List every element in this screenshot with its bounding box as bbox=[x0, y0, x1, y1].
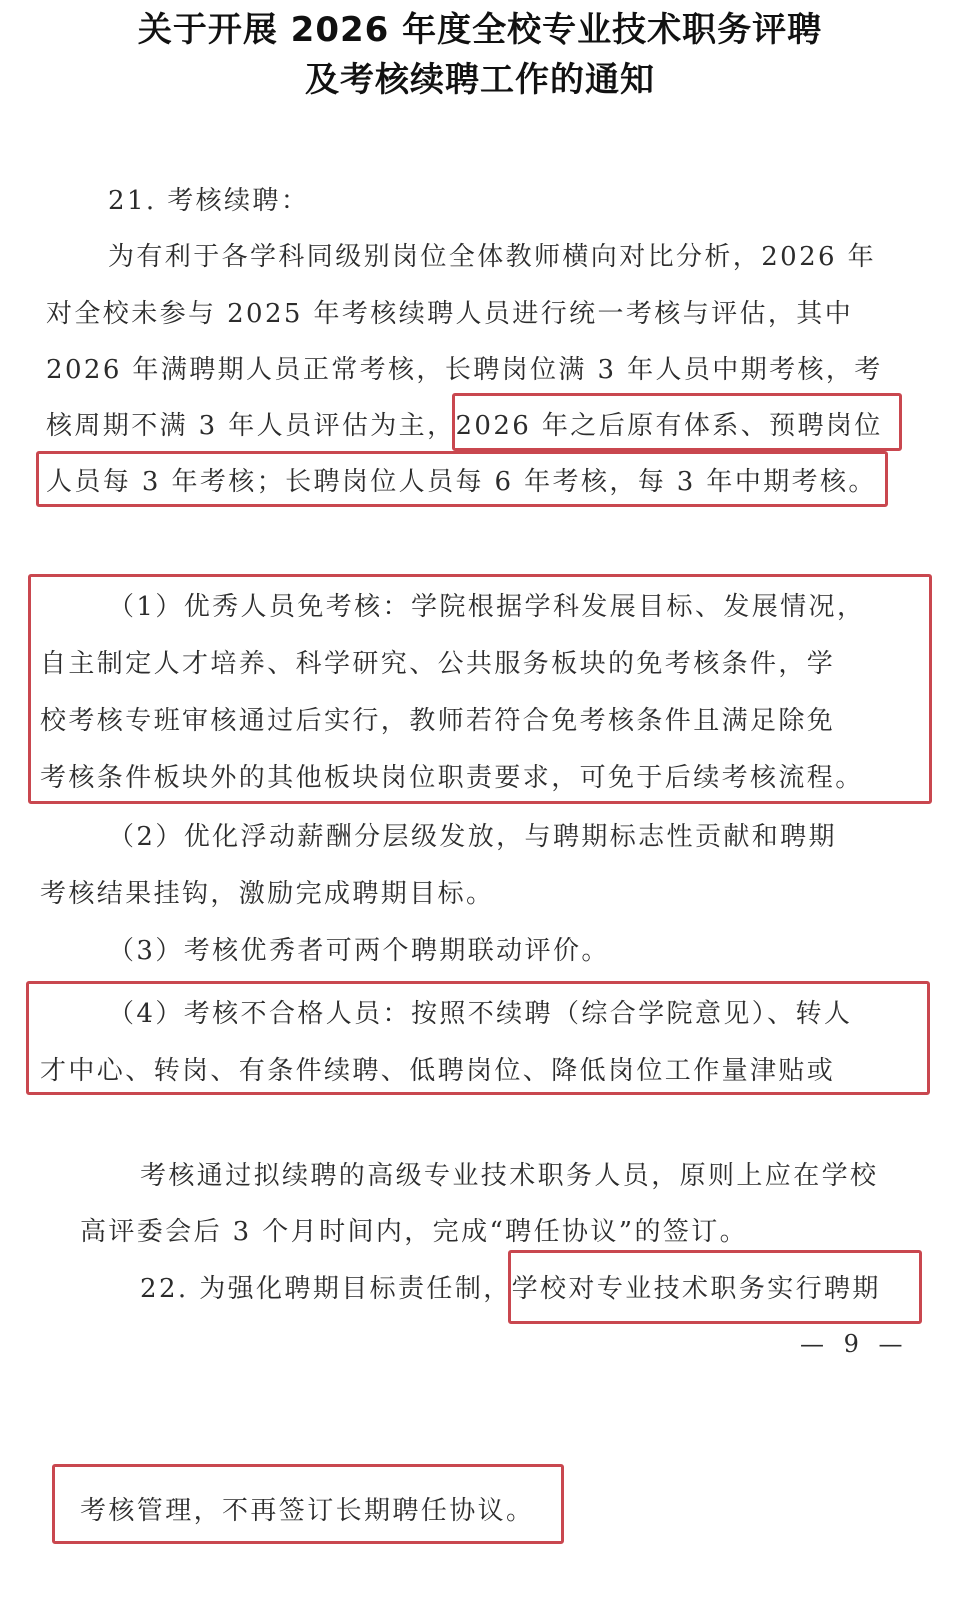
section-21-line-4: 核周期不满 3 年人员评估为主，2026 年之后原有体系、预聘岗位 bbox=[46, 411, 883, 441]
item-3-line-1: （3）考核优秀者可两个聘期联动评价。 bbox=[108, 936, 610, 966]
section-21-line-5: 人员每 3 年考核；长聘岗位人员每 6 年考核，每 3 年中期考核。 bbox=[46, 467, 877, 497]
section-22-line-1: 22. 为强化聘期目标责任制，学校对专业技术职务实行聘期 bbox=[140, 1274, 881, 1304]
item-1-line-2: 自主制定人才培养、科学研究、公共服务板块的免考核条件，学 bbox=[40, 649, 836, 679]
item-1-line-3: 校考核专班审核通过后实行，教师若符合免考核条件且满足除免 bbox=[40, 706, 836, 736]
section-21-line-1: 为有利于各学科同级别岗位全体教师横向对比分析，2026 年 bbox=[108, 242, 877, 272]
item-2-line-2: 考核结果挂钩，激励完成聘期目标。 bbox=[40, 879, 495, 909]
renewal-line-1: 考核通过拟续聘的高级专业技术职务人员，原则上应在学校 bbox=[140, 1161, 879, 1191]
footer-line: 考核管理，不再签订长期聘任协议。 bbox=[80, 1496, 535, 1526]
item-4-line-2: 才中心、转岗、有条件续聘、低聘岗位、降低岗位工作量津贴或 bbox=[40, 1056, 836, 1086]
document-title-line-2: 及考核续聘工作的通知 bbox=[305, 60, 655, 100]
highlight-box-item-1 bbox=[28, 574, 932, 804]
item-1-line-1: （1）优秀人员免考核：学院根据学科发展目标、发展情况， bbox=[108, 592, 866, 622]
highlight-box-section-21-lower bbox=[36, 451, 888, 507]
section-21-line-3: 2026 年满聘期人员正常考核，长聘岗位满 3 年人员中期考核，考 bbox=[46, 355, 883, 385]
item-1-line-4: 考核条件板块外的其他板块岗位职责要求，可免于后续考核流程。 bbox=[40, 763, 864, 793]
highlight-box-section-21-upper bbox=[452, 393, 902, 451]
document-title-line-1: 关于开展 2026 年度全校专业技术职务评聘 bbox=[137, 10, 823, 50]
section-21-heading: 21. 考核续聘： bbox=[108, 186, 310, 216]
highlight-box-section-22 bbox=[508, 1250, 922, 1324]
highlight-box-item-4 bbox=[26, 981, 930, 1095]
item-4-line-1: （4）考核不合格人员：按照不续聘（综合学院意见）、转人 bbox=[108, 999, 853, 1029]
item-2-line-1: （2）优化浮动薪酬分层级发放，与聘期标志性贡献和聘期 bbox=[108, 822, 837, 852]
highlight-box-footer bbox=[52, 1464, 564, 1544]
page-number: — 9 — bbox=[800, 1330, 909, 1358]
renewal-line-2: 高评委会后 3 个月时间内，完成“聘任协议”的签订。 bbox=[80, 1217, 749, 1247]
section-21-line-2: 对全校未参与 2025 年考核续聘人员进行统一考核与评估，其中 bbox=[46, 299, 854, 329]
